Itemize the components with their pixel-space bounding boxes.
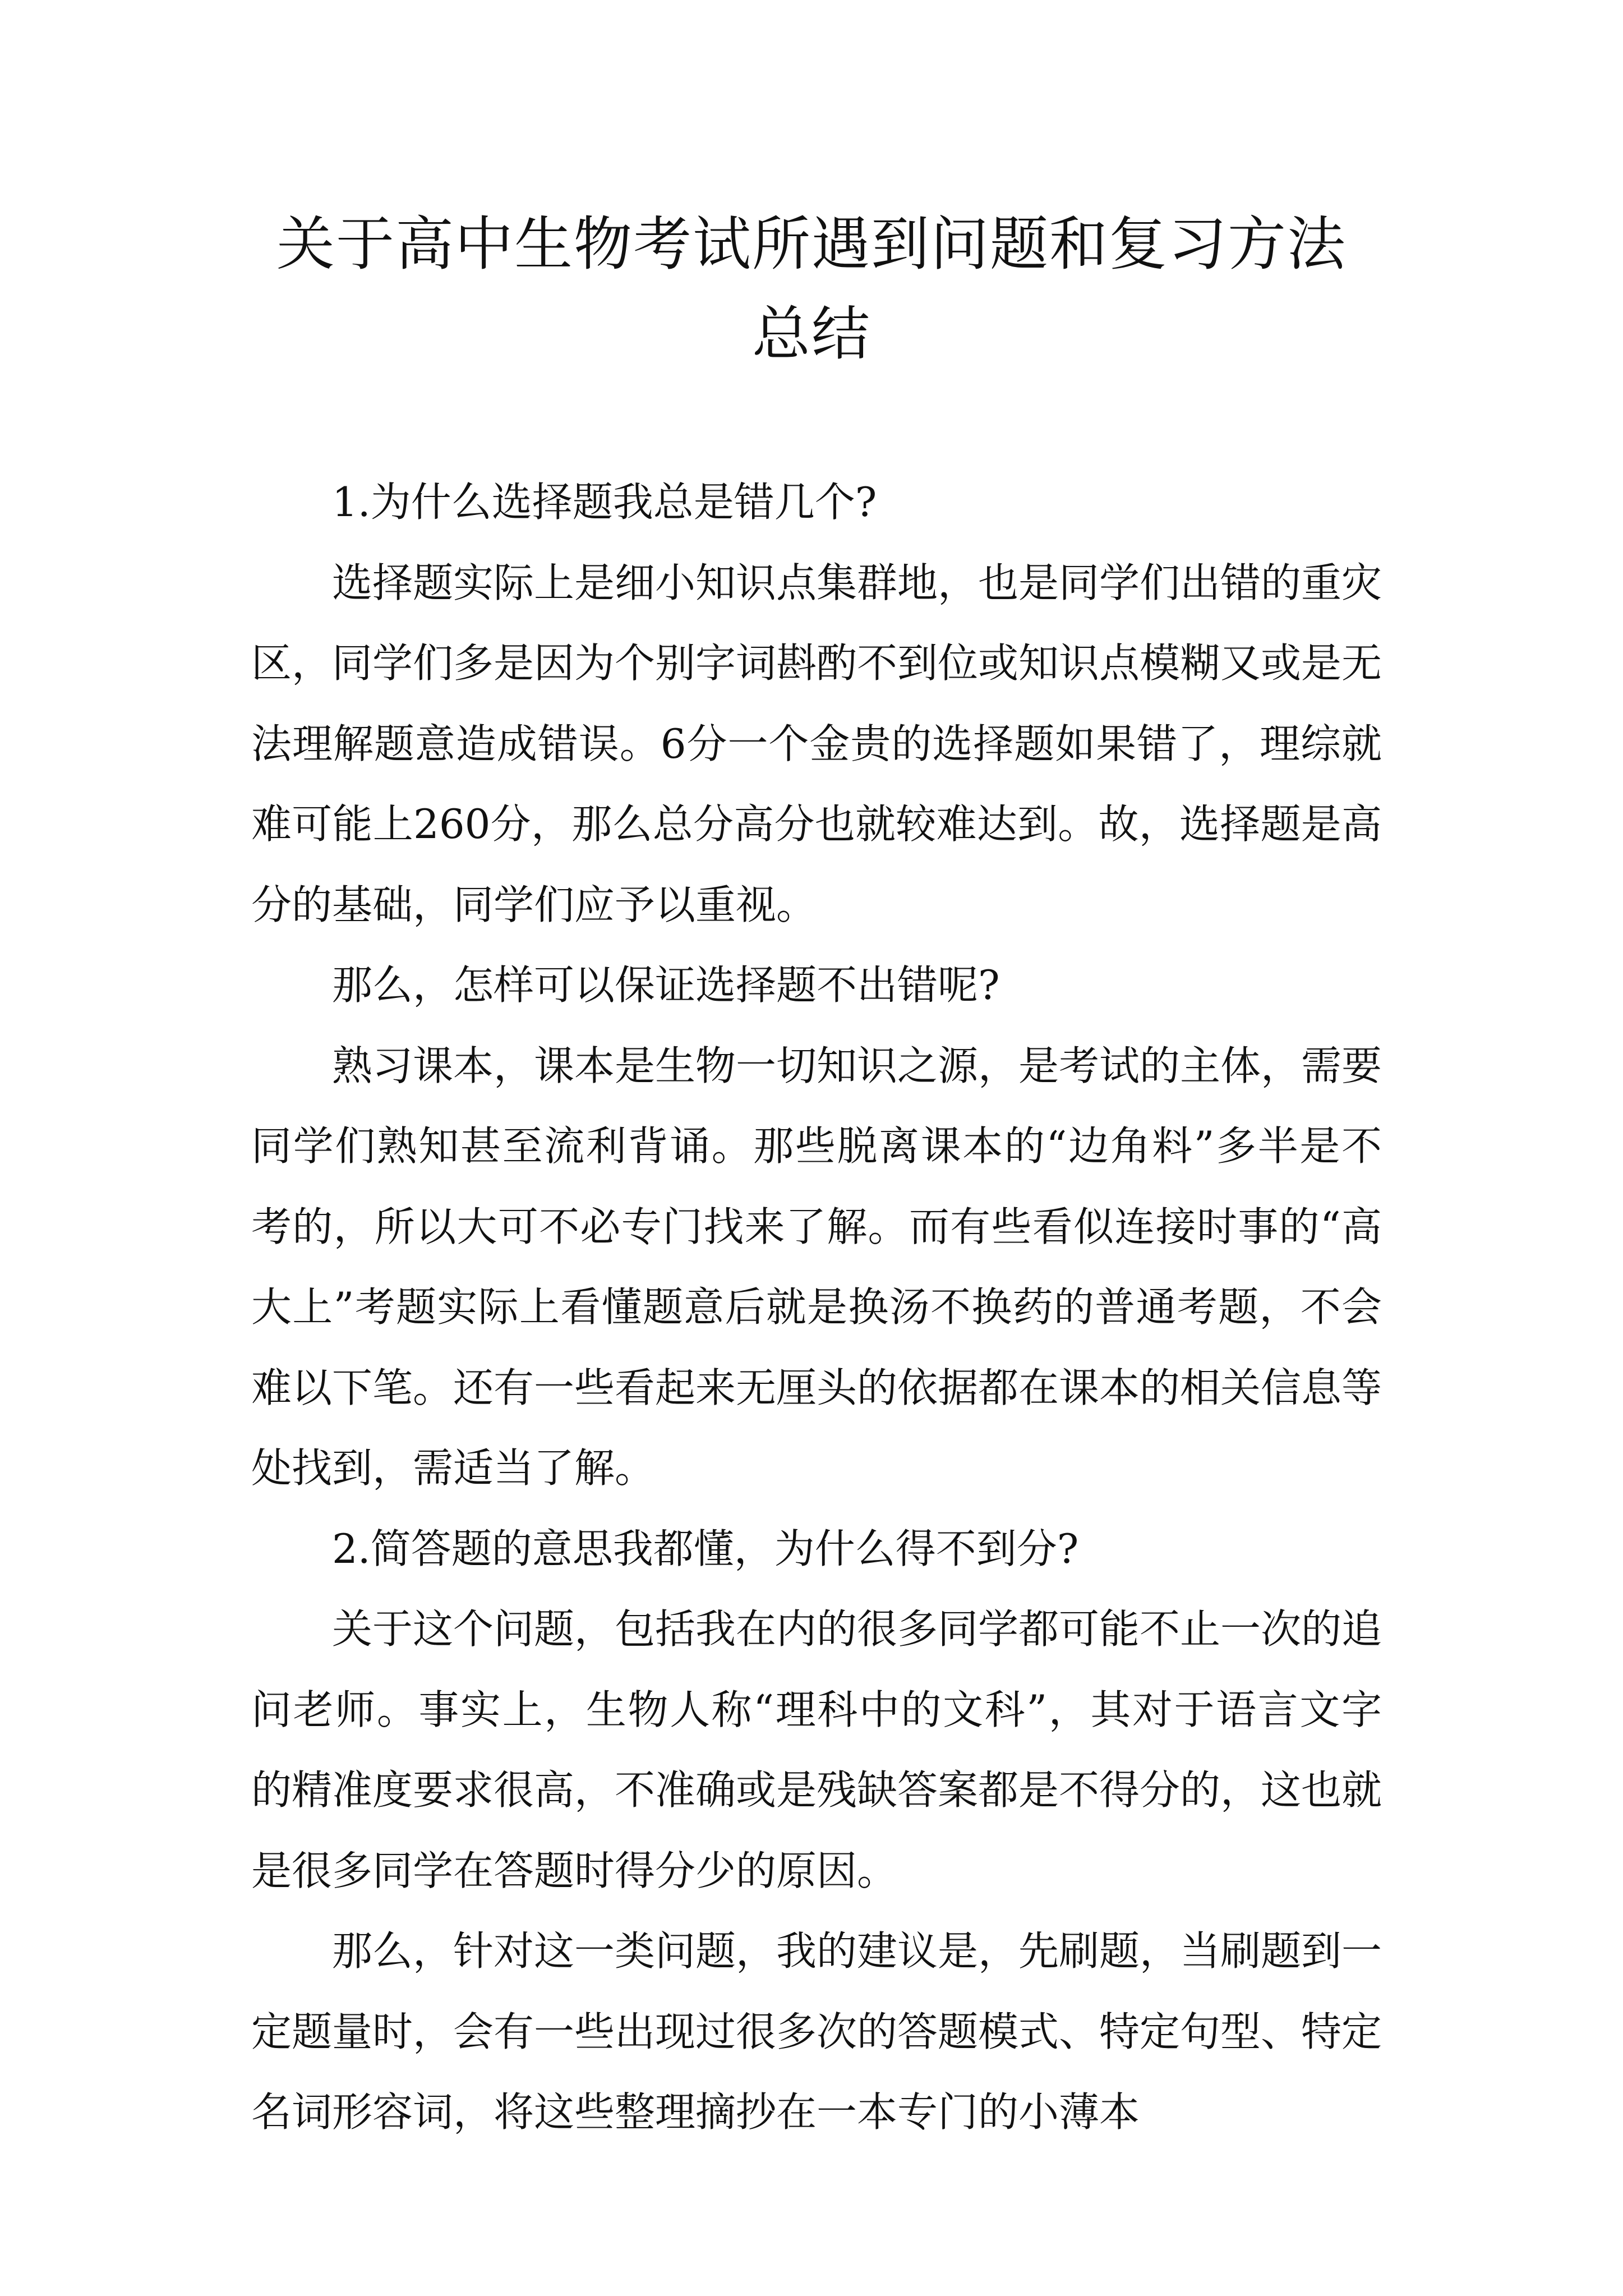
paragraph: 选择题实际上是细小知识点集群地，也是同学们出错的重灾区，同学们多是因为个别字词斟酌不到位或知识点模糊又或是无法理解题意造成错误。6分一个金贵的选择题如果错了，理综就难可能上260分，那么总分高分也就较难达到。故，选择题是高分的基础，同学们应予以重视。 [251, 559, 1382, 928]
document-body [251, 462, 1382, 2153]
paragraph: 熟习课本，课本是生物一切知识之源，是考试的主体，需要同学们熟知甚至流利背诵。那些脱离课本的“边角料”多半是不考的，所以大可不必专门找来了解。而有些看似连接时事的“高大上”考题实际上看懂题意后就是换汤不换药的普通考题，不会难以下笔。还有一些看起来无厘头的依据都在课本的相关信息等处找到，需适当了解。 [251, 1042, 1382, 1492]
paragraph: 关于这个问题，包括我在内的很多同学都可能不止一次的追问老师。事实上，生物人称“理科中的文科”，其对于语言文字的精准度要求很高，不准确或是残缺答案都是不得分的，这也就是很多同学在答题时得分少的原因。 [251, 1605, 1382, 1894]
paragraph: 那么，针对这一类问题，我的建议是，先刷题，当刷题到一定题量时，会有一些出现过很多次的答题模式、特定句型、特定名词形容词，将这些整理摘抄在一本专门的小薄本 [251, 1927, 1382, 2136]
question-1-heading: 1.为什么选择题我总是错几个? [332, 478, 877, 526]
paragraph: 那么，怎样可以保证选择题不出错呢? [332, 961, 1000, 1009]
title-line-2: 总结 [751, 300, 871, 368]
document-title [213, 199, 1410, 379]
title-line-1: 关于高中生物考试所遇到问题和复习方法 [276, 210, 1347, 278]
question-2-heading: 2.简答题的意思我都懂，为什么得不到分? [332, 1525, 1079, 1572]
